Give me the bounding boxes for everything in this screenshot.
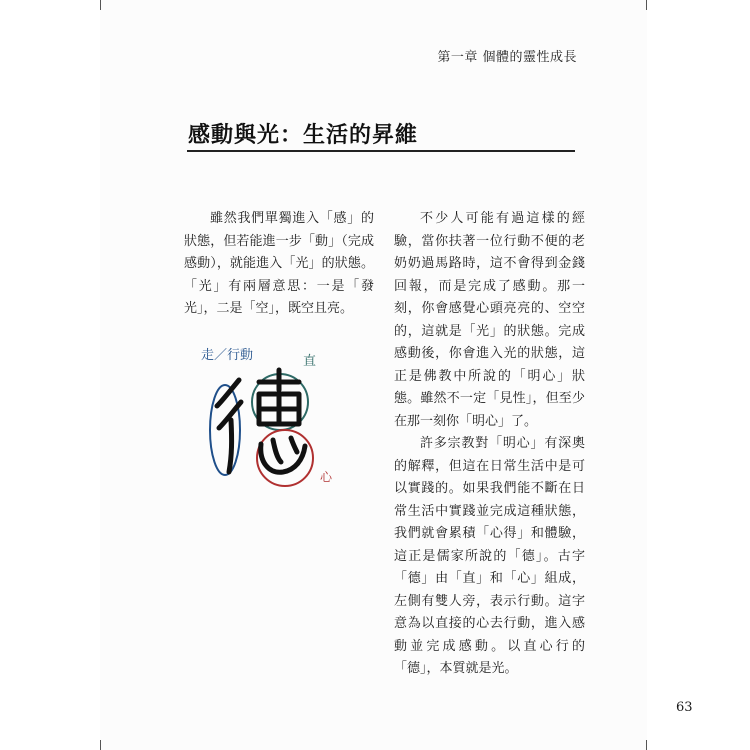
- crop-mark-top-right: [646, 0, 647, 10]
- page-number: 63: [676, 700, 693, 715]
- crop-mark-bottom-right: [646, 740, 647, 750]
- left-column: [184, 208, 374, 321]
- section-title: 感動與光：生活的昇維: [188, 122, 419, 148]
- heart-circle: [257, 430, 313, 486]
- crop-mark-top: [100, 0, 101, 10]
- title-rule: [187, 150, 575, 152]
- label-walk: 走／行動: [201, 348, 254, 363]
- right-column: [394, 208, 585, 681]
- right-paragraph-1: 不少人可能有過這樣的經驗，當你扶著一位行動不便的老奶奶過馬路時，這不會得到金錢回報，而是完成了感動。那一刻，你會感覺心頭亮亮的、空空的，這就是「光」的狀態。完成感動後，你會進入光的狀態，這正是佛教中所說的「明心」狀態。雖然不一定「見性」，但至少在那一刻你「明心」了。: [394, 211, 585, 429]
- book-page: [100, 0, 693, 750]
- chapter-header: 第一章 個體的靈性成長: [437, 50, 577, 65]
- crop-mark-bottom: [100, 740, 101, 750]
- de-glyph-strokes: [217, 370, 305, 472]
- label-straight: 直: [303, 354, 317, 369]
- left-paragraph: 雖然我們單獨進入「感」的狀態，但若能進一步「動」（完成感動），就能進入「光」的狀態。「光」有兩層意思：一是「發光」，二是「空」，既空且亮。: [184, 211, 374, 316]
- right-paragraph-2: 許多宗教對「明心」有深奧的解釋，但這在日常生活中是可以實踐的。如果我們能不斷在日常生活中實踐並完成這種狀態，我們就會累積「心得」和體驗，這正是儒家所說的「德」。古字「德」由「直」和「心」組成，左側有雙人旁，表示行動。這字意為以直接的心去行動，進入感動並完成感動。以直心行的「德」，本質就是光。: [394, 436, 585, 676]
- label-heart: 心: [320, 470, 333, 484]
- de-character-figure: [195, 340, 345, 500]
